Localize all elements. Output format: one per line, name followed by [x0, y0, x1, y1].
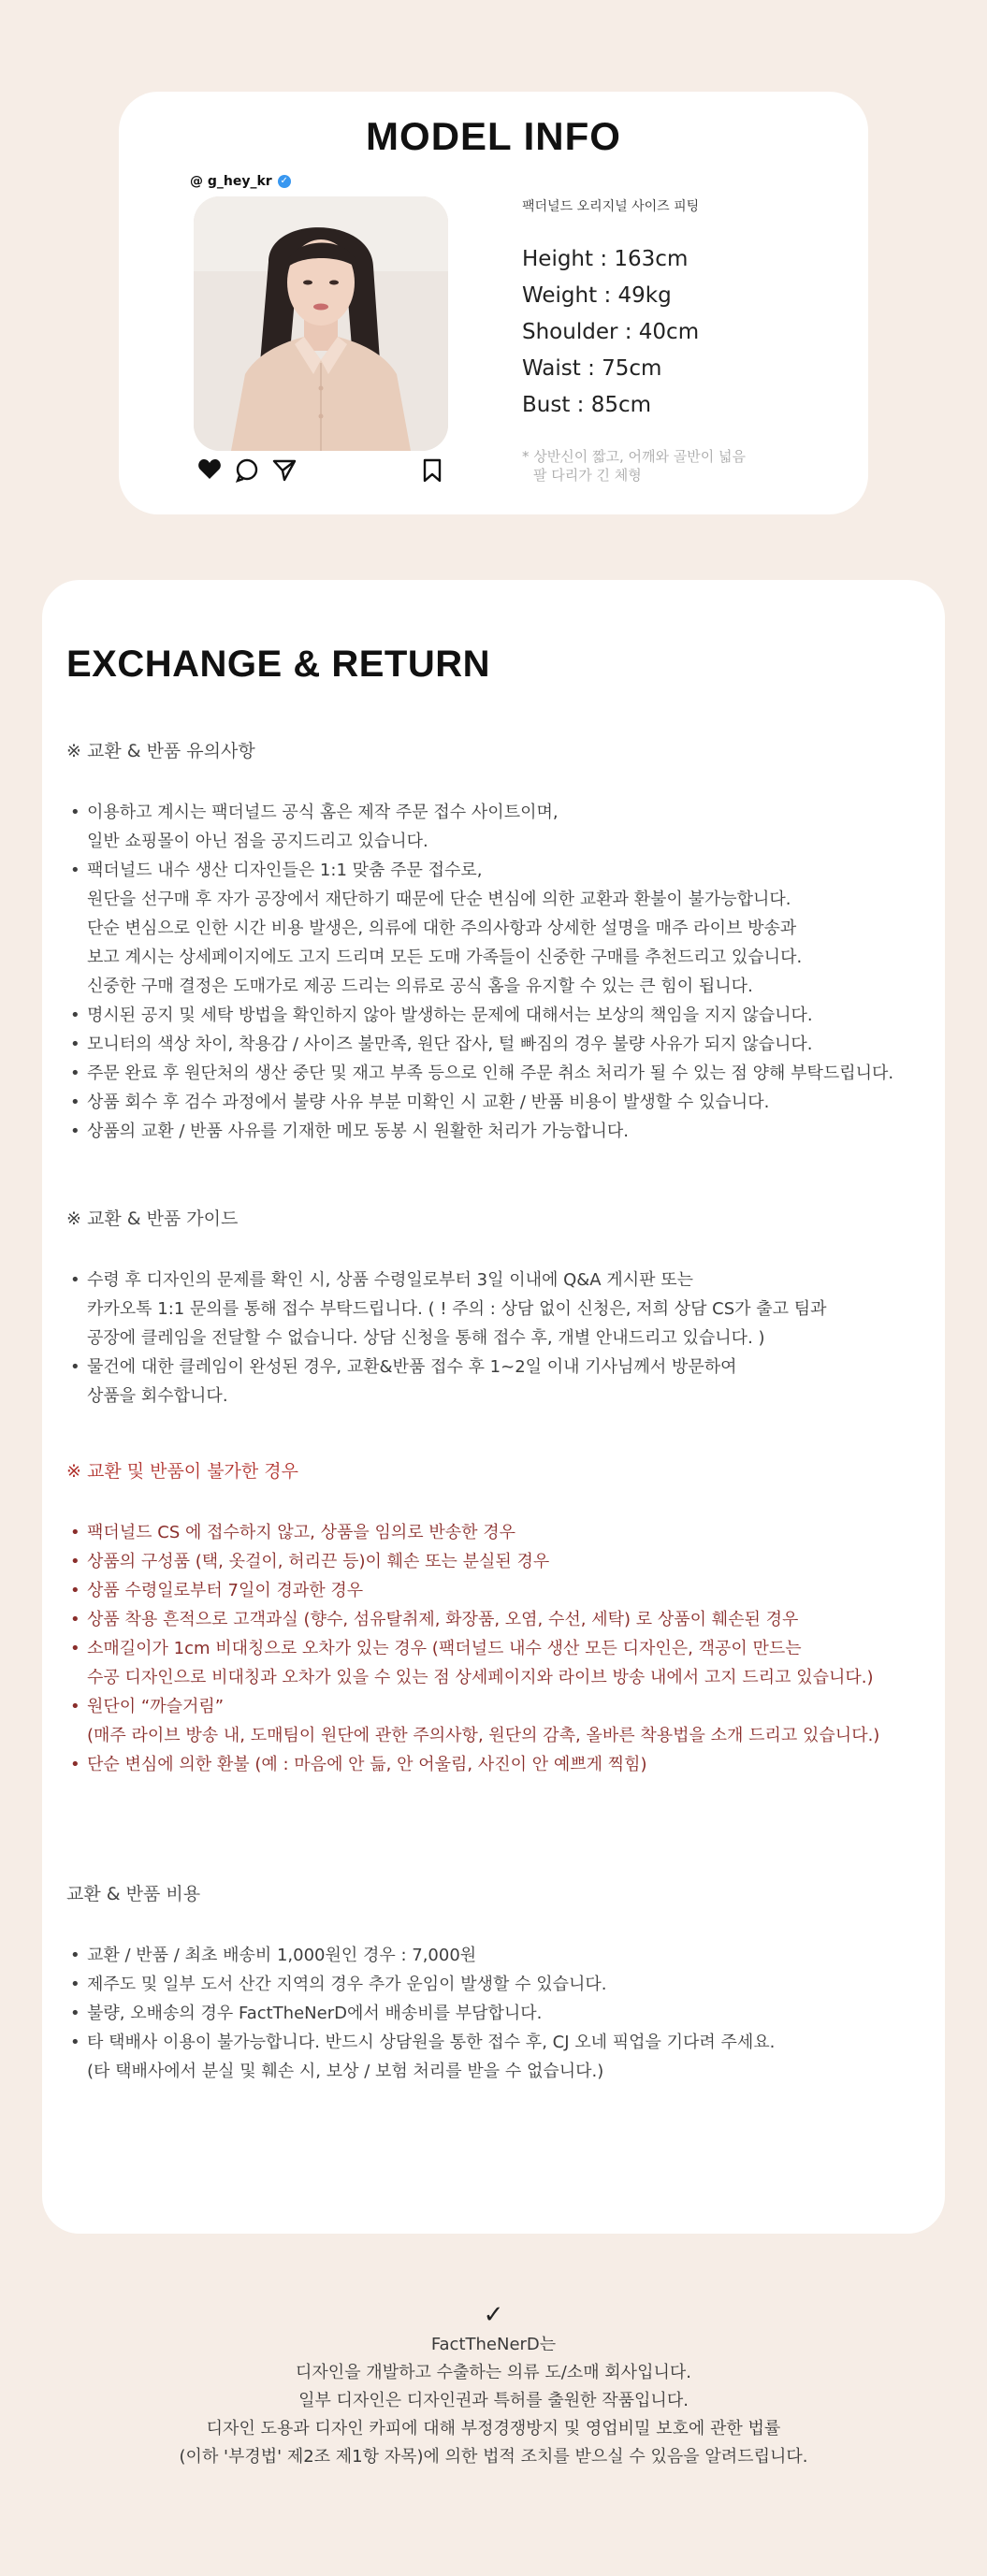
footer-line: 디자인 도용과 디자인 카피에 대해 부정경쟁방지 및 영업비밀 보호에 관한 법률 [206, 2419, 781, 2439]
list-item-continuation: 카카오톡 1:1 문의를 통해 접수 부탁드립니다. ( ! 주의 : 상담 없이 신청은, 저희 상담 CS가 출고 팀과 [87, 1299, 827, 1319]
notice-section [66, 737, 936, 1146]
company-footer [0, 2299, 987, 2471]
list-item: • 상품 착용 흔적으로 고객과실 (향수, 섬유탈취제, 화장품, 오염, 수선, 세탁) 로 상품이 훼손된 경우 [66, 1605, 936, 1634]
list-item: • 모니터의 색상 차이, 착용감 / 사이즈 불만족, 원단 잡사, 털 빠짐의 경우 불량 사유가 되지 않습니다. [66, 1030, 936, 1059]
notice-list [66, 798, 936, 1146]
model-stats [522, 241, 699, 424]
impossible-list [66, 1518, 936, 1779]
model-photo-illustration [194, 196, 448, 451]
guide-list [66, 1266, 936, 1411]
list-item-continuation: 상품을 회수합니다. [87, 1386, 228, 1406]
heart-icon[interactable] [197, 458, 222, 485]
list-item: • 원단이 “까슬거림” [66, 1692, 936, 1721]
model-info-title: MODEL INFO [366, 114, 621, 158]
stat-waist: Waist : 75cm [522, 356, 662, 381]
stat-bust: Bust : 85cm [522, 393, 652, 417]
list-item-continuation: 신중한 구매 결정은 도매가로 제공 드리는 의류로 공식 홈을 유지할 수 있는 큰 힘이 됩니다. [87, 977, 753, 996]
cost-section [66, 1880, 936, 2086]
stat-weight: Weight : 49kg [522, 283, 672, 308]
guide-section [66, 1205, 936, 1411]
list-item: • 상품 수령일로부터 7일이 경과한 경우 [66, 1576, 936, 1605]
list-item-continuation: 단순 변심으로 인한 시간 비용 발생은, 의류에 대한 주의사항과 상세한 설명을 매주 라이브 방송과 [87, 919, 797, 938]
list-item-continuation: 공장에 클레임을 전달할 수 없습니다. 상담 신청을 통해 접수 후, 개별 안내드리고 있습니다. ) [87, 1328, 765, 1348]
list-item: • 명시된 공지 및 세탁 방법을 확인하지 않아 발생하는 문제에 대해서는 보상의 책임을 지지 않습니다. [66, 1001, 936, 1030]
handle-text: @ g_hey_kr [190, 174, 272, 189]
list-item-continuation: 보고 계시는 상세페이지에도 고지 드리며 모든 도매 가족들이 신중한 구매를 추천드리고 있습니다. [87, 948, 803, 967]
impossible-heading: ※ 교환 및 반품이 불가한 경우 [66, 1461, 299, 1482]
list-item: • 수령 후 디자인의 문제를 확인 시, 상품 수령일로부터 3일 이내에 Q&A 게시판 또는 [66, 1266, 936, 1295]
cost-heading: 교환 & 반품 비용 [66, 1884, 201, 1904]
list-item: • 타 택배사 이용이 불가능합니다. 반드시 상담원을 통한 접수 후, CJ 오네 픽업을 기다려 주세요. [66, 2028, 936, 2057]
share-icon[interactable] [272, 458, 297, 486]
list-item-continuation: (타 택배사에서 분실 및 훼손 시, 보상 / 보험 처리를 받을 수 없습니다.) [87, 2062, 604, 2081]
fit-caption: 팩더널드 오리지널 사이즈 피팅 [522, 199, 700, 214]
list-item-continuation: 수공 디자인으로 비대칭과 오차가 있을 수 있는 점 상세페이지와 라이브 방송 내에서 고지 드리고 있습니다.) [87, 1668, 874, 1687]
list-item-continuation: 일반 쇼핑몰이 아닌 점을 공지드리고 있습니다. [87, 832, 428, 851]
note-line: 팔 다리가 긴 체형 [533, 467, 642, 484]
instagram-handle[interactable] [190, 174, 291, 189]
bookmark-icon[interactable] [422, 458, 443, 486]
footer-line: (이하 '부경법' 제2조 제1항 자목)에 의한 법적 조치를 받으실 수 있음을 알려드립니다. [179, 2447, 808, 2467]
list-item: • 교환 / 반품 / 최초 배송비 1,000원인 경우 : 7,000원 [66, 1941, 936, 1970]
stat-shoulder: Shoulder : 40cm [522, 320, 700, 344]
list-item: • 상품 회수 후 검수 과정에서 불량 사유 부분 미확인 시 교환 / 반품 비용이 발생할 수 있습니다. [66, 1088, 936, 1117]
cost-list [66, 1941, 936, 2086]
list-item: • 소매길이가 1cm 비대칭으로 오차가 있는 경우 (팩더널드 내수 생산 모든 디자인은, 객공이 만드는 [66, 1634, 936, 1663]
footer-line: FactTheNerD는 [430, 2335, 557, 2354]
verified-badge-icon: ✓ [278, 175, 291, 188]
footer-line: 일부 디자인은 디자인권과 특허를 출원한 작품입니다. [298, 2391, 689, 2410]
stat-height: Height : 163cm [522, 247, 689, 271]
exchange-title: EXCHANGE & RETURN [66, 644, 490, 685]
model-body-note [522, 447, 746, 485]
list-item: • 팩더널드 내수 생산 디자인들은 1:1 맞춤 주문 접수로, [66, 856, 936, 885]
list-item: • 단순 변심에 의한 환불 (예 : 마음에 안 듦, 안 어울림, 사진이 안 예쁘게 찍힘) [66, 1750, 936, 1779]
instagram-action-bar [197, 458, 450, 486]
list-item: • 이용하고 계시는 팩더널드 공식 홈은 제작 주문 접수 사이트이며, [66, 798, 936, 827]
list-item: • 상품의 교환 / 반품 사유를 기재한 메모 동봉 시 원활한 처리가 가능합니다. [66, 1117, 936, 1146]
list-item: • 물건에 대한 클레임이 완성된 경우, 교환&반품 접수 후 1~2일 이내 기사님께서 방문하여 [66, 1353, 936, 1382]
list-item: • 상품의 구성품 (택, 옷걸이, 허리끈 등)이 훼손 또는 분실된 경우 [66, 1547, 936, 1576]
list-item-continuation: (매주 라이브 방송 내, 도매팀이 원단에 관한 주의사항, 원단의 감촉, 올바른 착용법을 소개 드리고 있습니다.) [87, 1726, 880, 1745]
model-info-card [119, 92, 868, 514]
checkmark-icon: ✓ [483, 2301, 504, 2329]
model-photo [194, 196, 448, 451]
footer-line: 디자인을 개발하고 수출하는 의류 도/소매 회사입니다. [296, 2363, 691, 2382]
list-item: • 주문 완료 후 원단처의 생산 중단 및 재고 부족 등으로 인해 주문 취소 처리가 될 수 있는 점 양해 부탁드립니다. [66, 1059, 936, 1088]
list-item: • 제주도 및 일부 도서 산간 지역의 경우 추가 운임이 발생할 수 있습니다. [66, 1970, 936, 1999]
note-line: * 상반신이 짧고, 어깨와 골반이 넓음 [522, 448, 746, 465]
comment-icon[interactable] [235, 458, 259, 486]
list-item: • 팩더널드 CS 에 접수하지 않고, 상품을 임의로 반송한 경우 [66, 1518, 936, 1547]
impossible-section [66, 1457, 936, 1779]
notice-heading: ※ 교환 & 반품 유의사항 [66, 741, 255, 761]
exchange-return-card [42, 580, 945, 2234]
list-item: • 불량, 오배송의 경우 FactTheNerD에서 배송비를 부담합니다. [66, 1999, 936, 2028]
guide-heading: ※ 교환 & 반품 가이드 [66, 1208, 239, 1229]
list-item-continuation: 원단을 선구매 후 자가 공장에서 재단하기 때문에 단순 변심에 의한 교환과 환불이 불가능합니다. [87, 890, 791, 909]
